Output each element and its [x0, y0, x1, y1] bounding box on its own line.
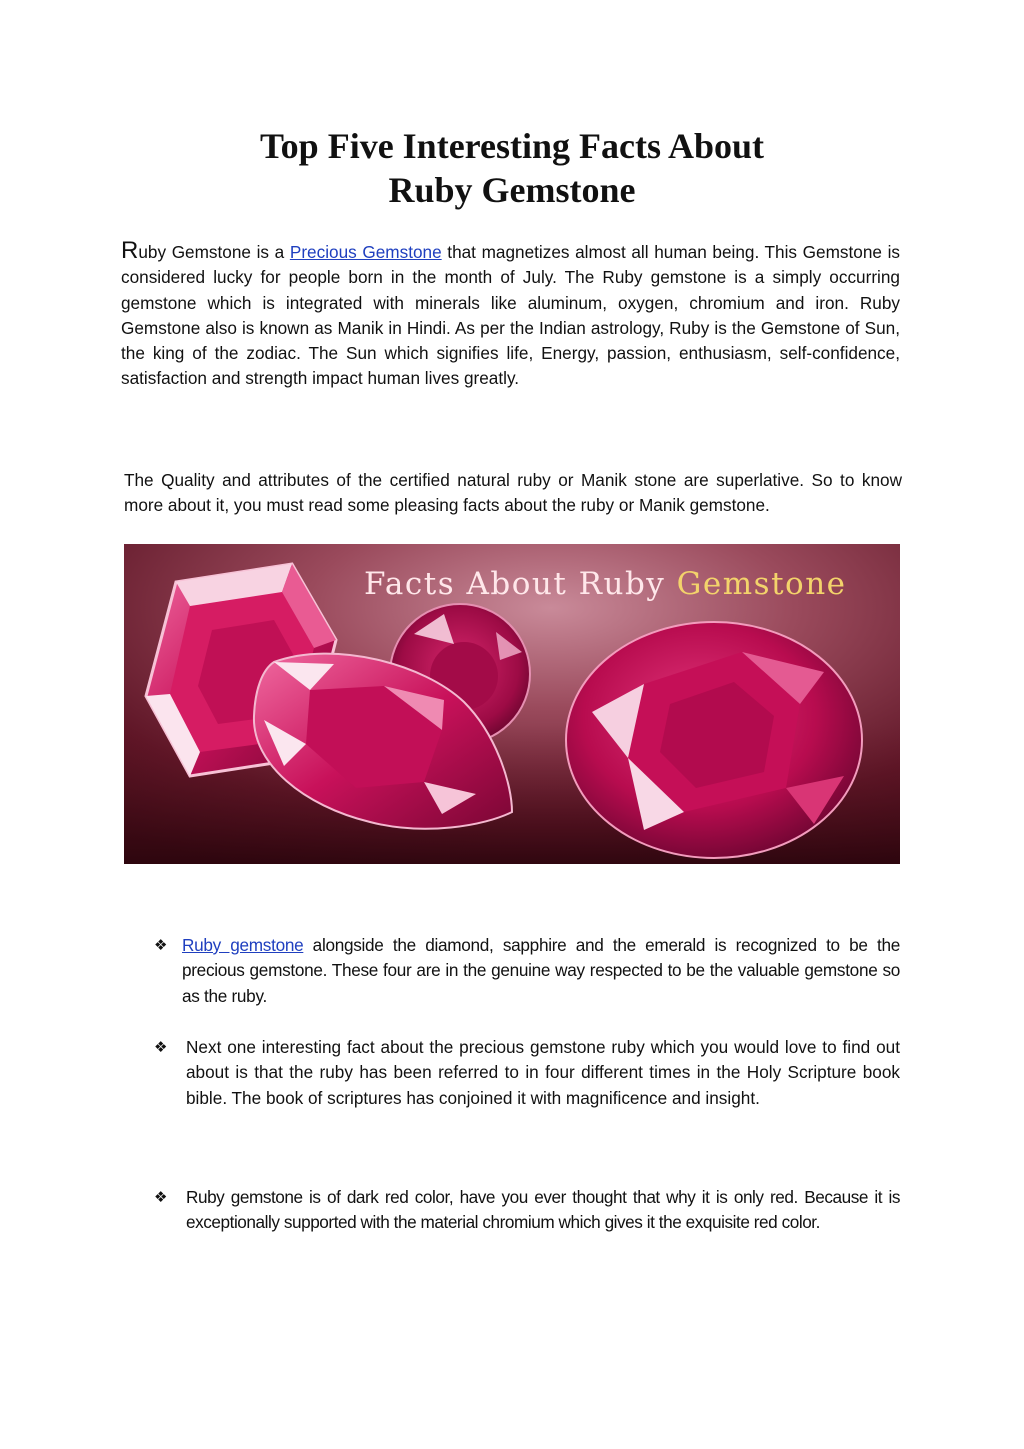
intro-paragraph: [121, 238, 900, 392]
precious-gemstone-link[interactable]: Precious Gemstone: [289, 242, 442, 262]
diamond-bullet-icon: ❖: [154, 1189, 168, 1206]
fact-text: [182, 933, 900, 1009]
intro-text-rest: that magnetizes almost all human being. This Gemstone is considered lucky for people born in the month of July. The Ruby gemstone is a simply occurring gemstone which is integrated with minerals like aluminum, oxygen, chromium and iron. Ruby Gemstone also is known as Manik in Hindi. As per the Indian astrology, Ruby is the Gemstone of Sun, the king of the zodiac. The Sun which signifies life, Energy, passion, enthusiasm, self-confidence, satisfaction and strength impact human lives greatly.: [121, 242, 900, 389]
intro-dropcap: R: [121, 237, 139, 264]
banner-title: [364, 566, 847, 602]
intro-text-start: uby Gemstone is a: [138, 242, 290, 262]
diamond-bullet-icon: ❖: [154, 937, 168, 954]
fact-1-text: alongside the diamond, sapphire and the emerald is recognized to be the precious gemstone. These four are in the genuine way respected to be the valuable gemstone so as the ruby.: [182, 935, 900, 1006]
banner-title-part-1: Facts About Ruby: [364, 566, 677, 602]
oval-cut-ruby-icon: [566, 622, 862, 858]
diamond-bullet-icon: ❖: [154, 1039, 168, 1056]
ruby-facts-banner: [124, 544, 900, 864]
page-title: [0, 124, 1024, 212]
fact-2-text: Next one interesting fact about the precious gemstone ruby which you would love to find out about is that the ruby has been referred to in four different times in the Holy Scripture book bible. The book of scriptures has conjoined it with magnificence and insight.: [186, 1037, 900, 1108]
ruby-gemstone-link[interactable]: Ruby gemstone: [182, 935, 304, 955]
ruby-gems-illustration: [124, 544, 900, 864]
page-title-line-1: Top Five Interesting Facts About: [259, 126, 765, 166]
banner-title-part-2: Gemstone: [676, 566, 847, 602]
page-title-line-2: Ruby Gemstone: [388, 170, 636, 210]
fact-3-text: Ruby gemstone is of dark red color, have you ever thought that why it is only red. Because it is exceptionally supported with the material chromium which gives it the exquisite red color.: [186, 1187, 900, 1233]
second-paragraph: The Quality and attributes of the certified natural ruby or Manik stone are superlative. So to know more about it, you must read some pleasing facts about the ruby or Manik gemstone.: [124, 470, 902, 516]
